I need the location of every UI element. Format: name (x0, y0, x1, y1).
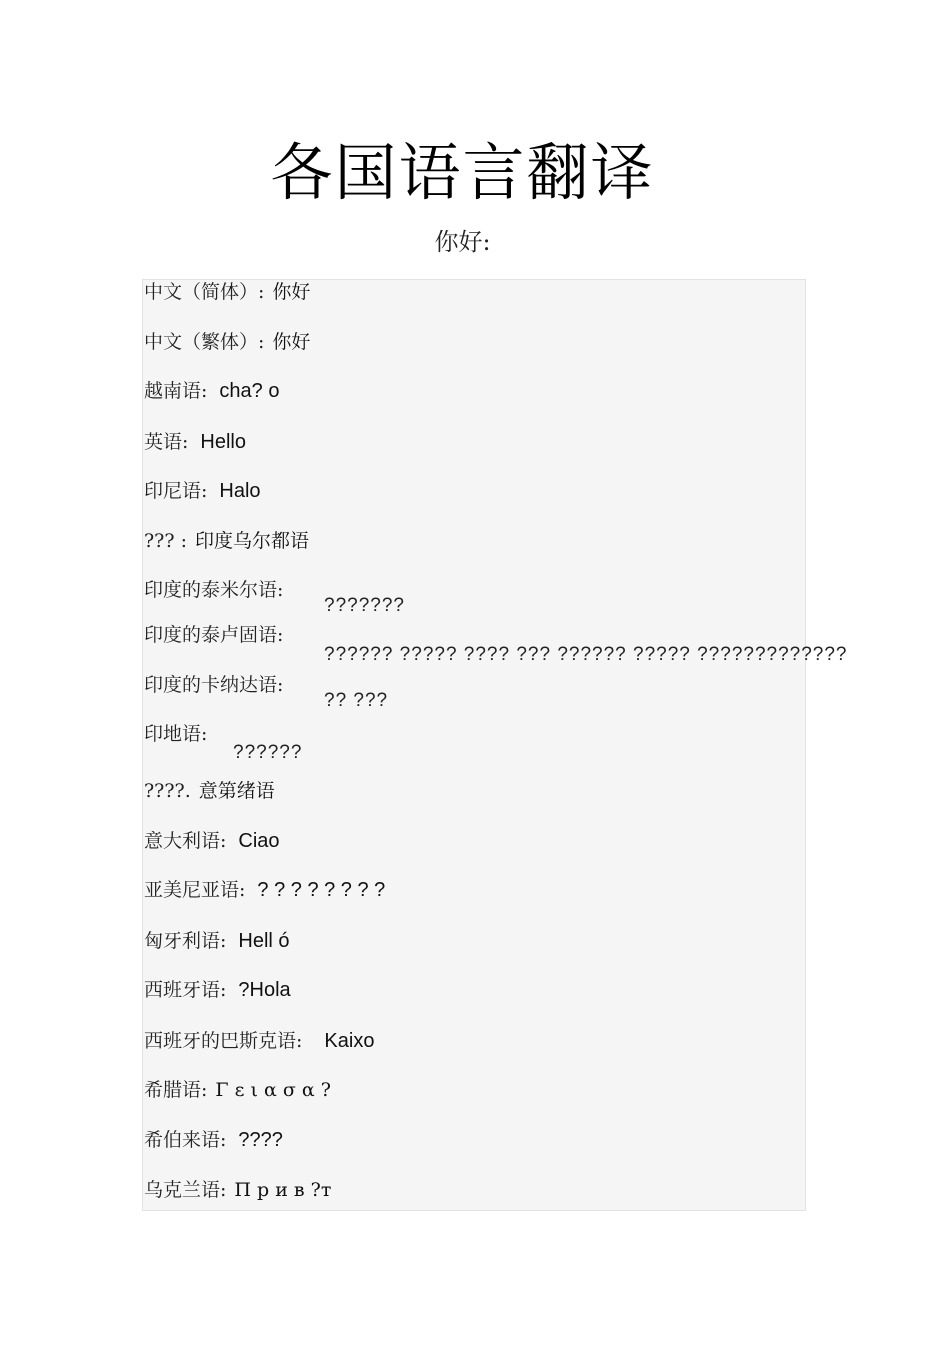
page-title: 各国语言翻译 (270, 136, 655, 209)
language-label: ????. (144, 780, 191, 802)
list-item (144, 977, 291, 1003)
list-item (144, 1028, 374, 1054)
list-item (144, 478, 261, 504)
list-item (144, 429, 246, 455)
language-label: 中文（繁体）: (144, 331, 265, 353)
translation-value: 你好 (272, 281, 311, 303)
list-item (144, 329, 310, 355)
language-label: 希伯来语: (144, 1129, 227, 1151)
translation-value: Kaixo (324, 1030, 375, 1052)
translation-value: ? ? ? ? ? ? ? ? (257, 879, 386, 901)
list-item (144, 1177, 331, 1203)
language-label: 印尼语: (144, 480, 208, 502)
language-label: 印地语: (144, 723, 208, 745)
translation-value: Halo (219, 480, 261, 502)
translation-value: ???? (238, 1129, 283, 1151)
translation-value: 你好 (272, 331, 311, 353)
list-item (144, 877, 385, 903)
list-item (144, 279, 310, 305)
language-label: 西班牙的巴斯克语: (144, 1030, 303, 1052)
translation-value: Ciao (238, 830, 280, 852)
language-label: 希腊语: (144, 1079, 208, 1101)
language-label: 越南语: (144, 380, 208, 402)
translation-value: Hello (200, 431, 246, 453)
list-item (144, 828, 280, 854)
translation-value: ??????? (324, 595, 405, 616)
language-label: 印度的泰卢固语: (144, 624, 284, 646)
list-item (144, 378, 279, 404)
translation-value: ?????? ????? ???? ??? ?????? ????? ????????????? (324, 644, 848, 665)
language-label: 乌克兰语: (144, 1179, 227, 1201)
list-item (144, 672, 283, 698)
list-item (144, 1127, 283, 1153)
translation-value: cha? o (219, 380, 280, 402)
list-item (144, 928, 290, 954)
list-item (144, 577, 283, 603)
language-label: 意大利语: (144, 830, 227, 852)
language-label: 匈牙利语: (144, 930, 227, 952)
translation-value: Hell ó (238, 930, 290, 952)
translation-value: ?????? (233, 742, 303, 763)
list-item (144, 721, 207, 747)
page-subtitle: 你好: (434, 228, 491, 256)
translation-value: ?? ??? (324, 690, 389, 711)
list-item (144, 622, 283, 648)
language-label: 印度的卡纳达语: (144, 674, 284, 696)
translation-value: ?Hola (238, 979, 291, 1001)
language-label: 亚美尼亚语: (144, 879, 246, 901)
list-item (144, 528, 309, 554)
translation-value: 意第绪语 (198, 780, 275, 802)
translation-value: Γ ε ι α σ α ? (215, 1079, 331, 1101)
language-label: ??? : (144, 530, 188, 552)
list-item (144, 778, 275, 804)
list-item (144, 1077, 331, 1103)
language-label: 印度的泰米尔语: (144, 579, 284, 601)
translation-value: П р и в ?т (234, 1179, 332, 1201)
translation-value: 印度乌尔都语 (195, 530, 310, 552)
language-label: 中文（简体）: (144, 281, 265, 303)
language-label: 西班牙语: (144, 979, 227, 1001)
language-label: 英语: (144, 431, 189, 453)
